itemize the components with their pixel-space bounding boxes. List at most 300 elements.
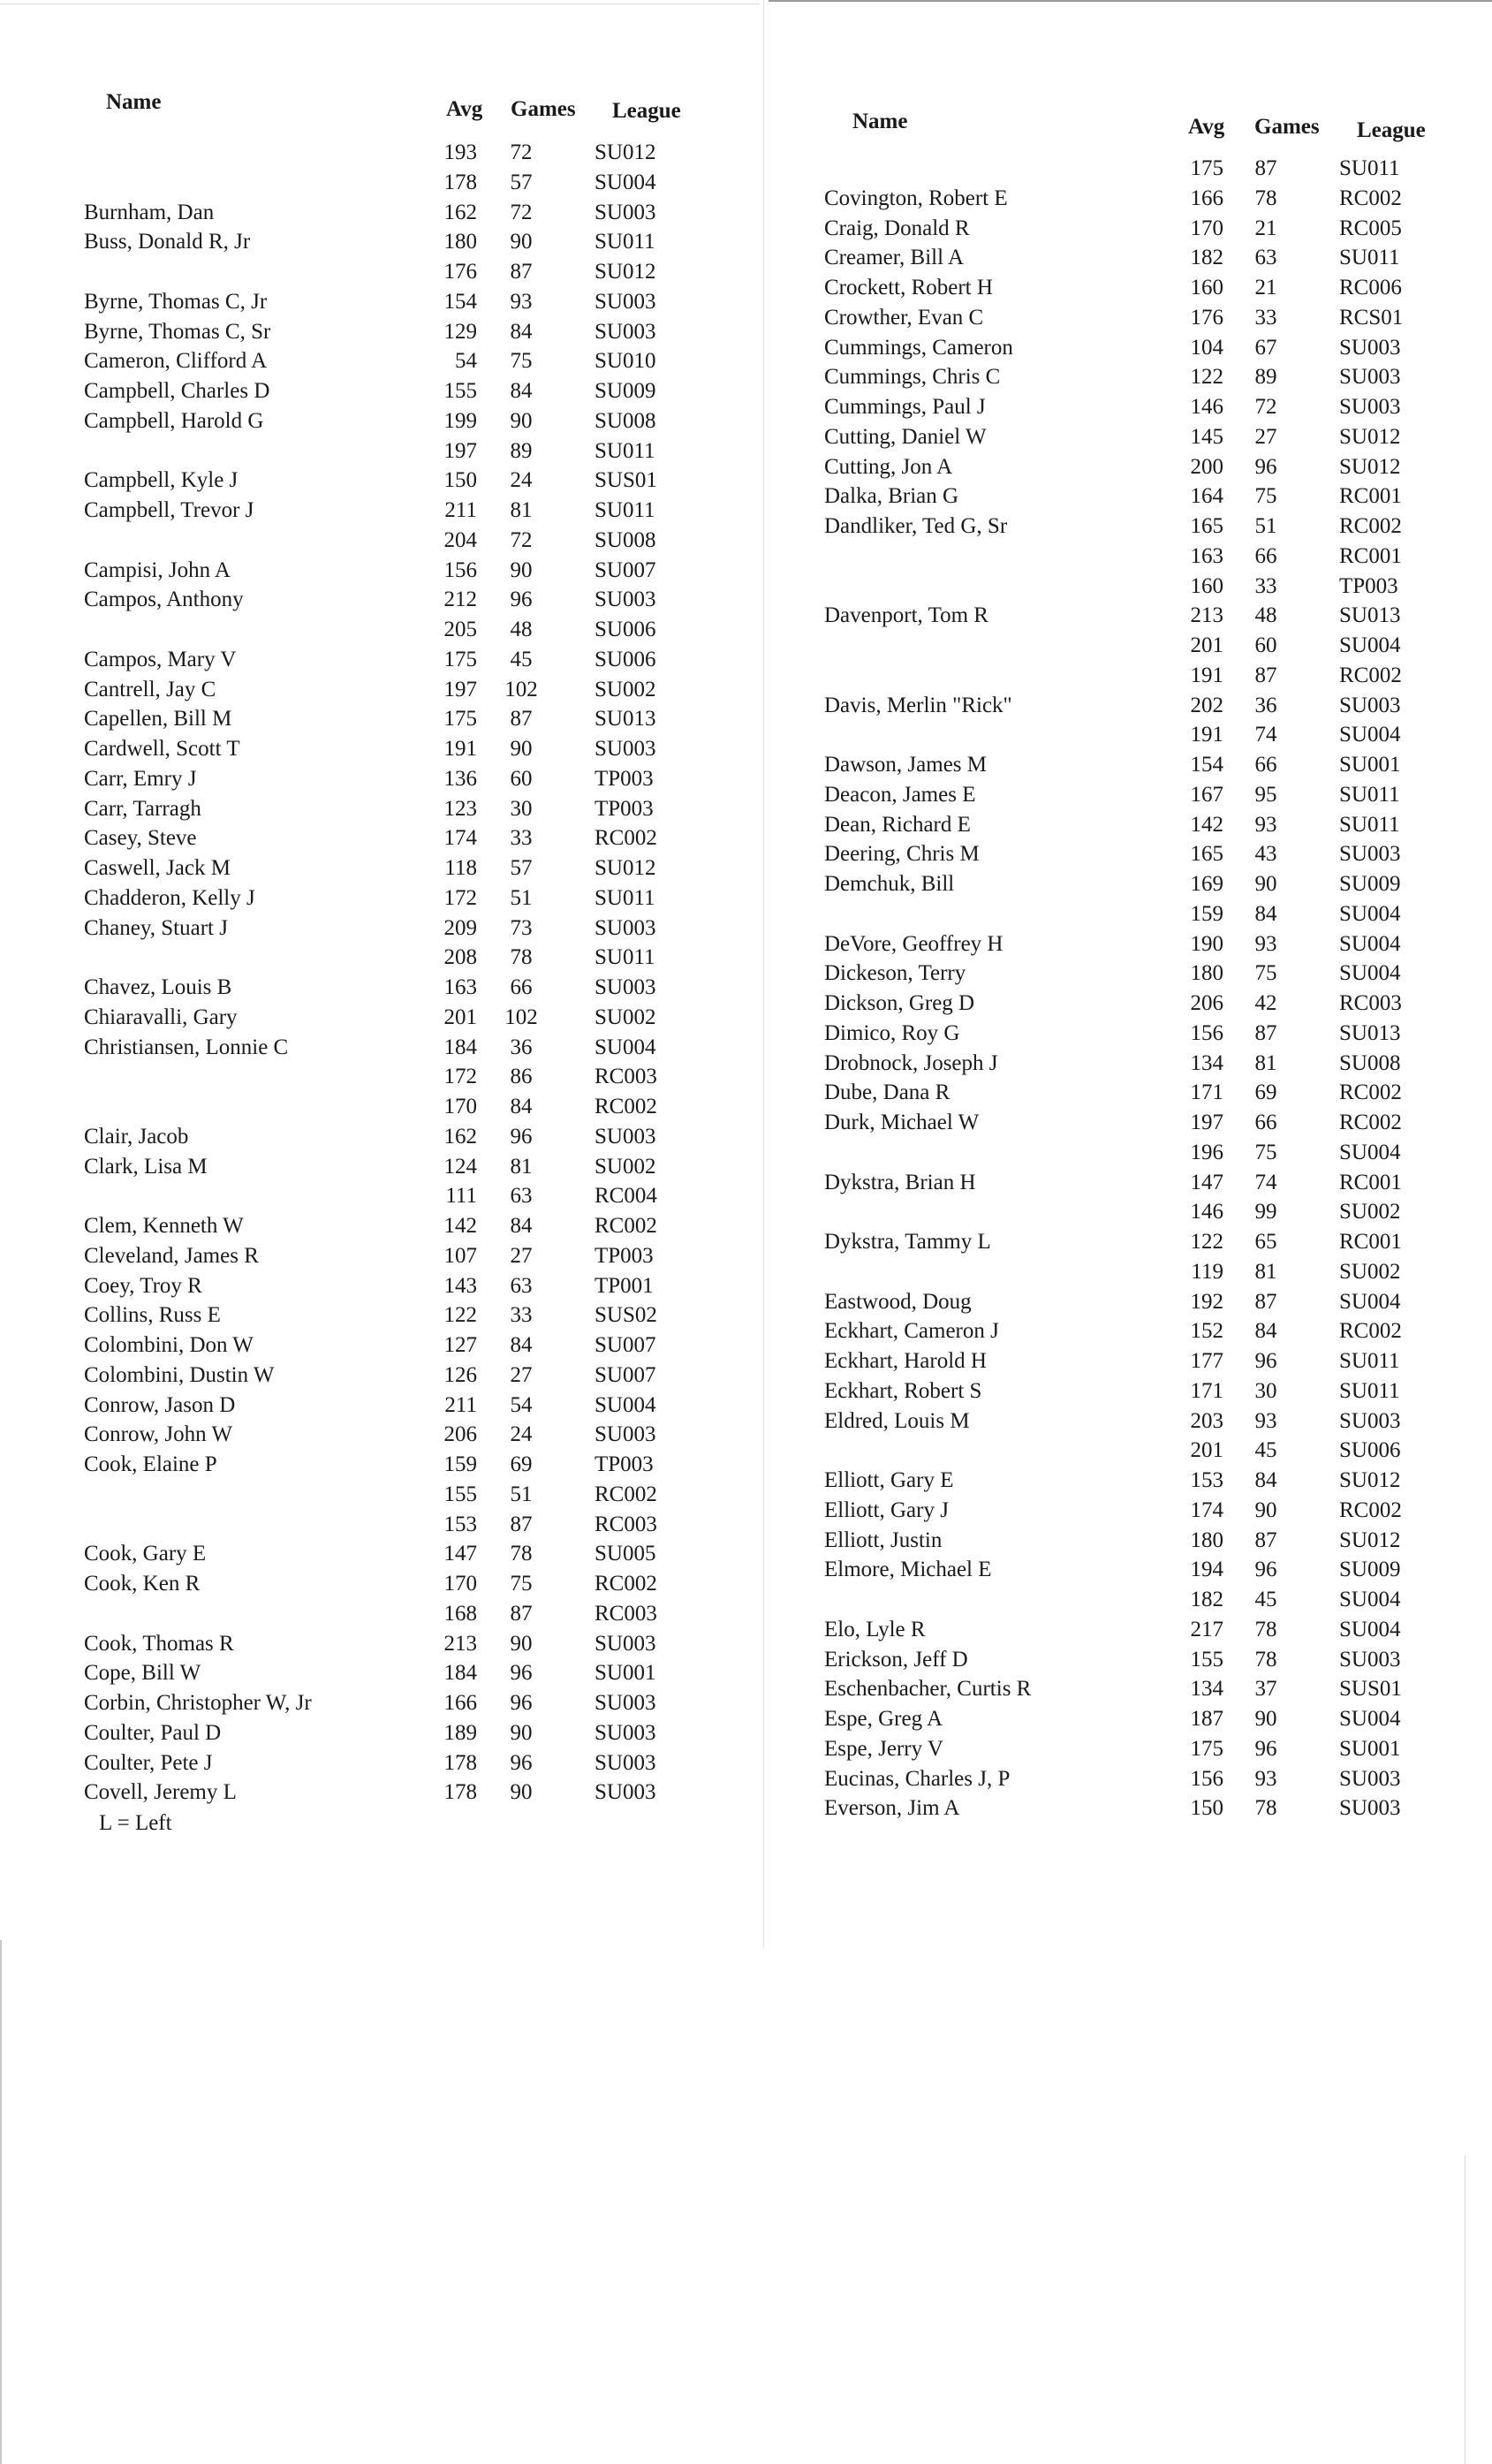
league-code: SU003 — [595, 319, 656, 344]
games-value: 51 — [510, 885, 533, 910]
games-value: 74 — [1254, 1170, 1277, 1194]
player-name: Clem, Kenneth W — [84, 1214, 244, 1238]
games-value: 99 — [1254, 1200, 1277, 1224]
games-value: 90 — [510, 230, 533, 254]
avg-value: 160 — [1190, 276, 1223, 299]
table-row — [824, 1496, 1443, 1526]
avg-value: 160 — [1190, 573, 1223, 598]
league-code: SU012 — [1339, 1528, 1401, 1552]
league-code: SU003 — [1339, 335, 1401, 360]
league-code: SU012 — [595, 140, 656, 164]
table-row — [824, 422, 1443, 452]
player-name: Colombini, Dustin W — [84, 1362, 275, 1387]
league-code: SU003 — [595, 1422, 656, 1447]
table-row — [84, 1361, 711, 1391]
avg-value: 111 — [445, 1184, 477, 1209]
table-row — [824, 1734, 1443, 1764]
player-name: Cook, Gary E — [84, 1542, 207, 1566]
games-value: 33 — [1254, 573, 1277, 598]
table-row — [824, 1227, 1443, 1257]
player-name: Dickeson, Terry — [824, 961, 966, 986]
league-code: SU012 — [1339, 424, 1401, 449]
player-name: Elliott, Gary E — [824, 1468, 954, 1492]
table-row — [84, 1122, 711, 1152]
table-row — [84, 645, 711, 675]
games-value: 75 — [1254, 484, 1277, 509]
league-code: SUS01 — [595, 468, 657, 493]
player-name: Dimico, Roy G — [824, 1020, 960, 1045]
league-code: SU004 — [595, 170, 656, 194]
league-code: RC003 — [595, 1065, 657, 1089]
games-value: 87 — [1254, 1289, 1277, 1314]
player-name: Carr, Tarragh — [84, 796, 201, 821]
player-name: Conrow, Jason D — [84, 1392, 236, 1417]
player-name: Christiansen, Lonnie C — [84, 1035, 289, 1059]
avg-value: 178 — [443, 1750, 477, 1775]
player-name: Creamer, Bill A — [824, 246, 964, 270]
header-league: League — [612, 99, 681, 123]
player-name: Cummings, Chris C — [824, 365, 1001, 390]
league-code: SU003 — [1339, 1408, 1401, 1433]
avg-value: 175 — [1190, 1736, 1223, 1761]
league-code: SU008 — [595, 527, 656, 552]
avg-value: 118 — [444, 856, 477, 880]
player-name: Clark, Lisa M — [84, 1154, 208, 1179]
player-name: Chadderon, Kelly J — [84, 885, 255, 910]
player-name: Conrow, John W — [84, 1422, 233, 1447]
league-code: RC001 — [1339, 1170, 1402, 1194]
league-code: SUS02 — [595, 1303, 657, 1328]
table-row — [824, 481, 1443, 512]
table-row — [824, 899, 1443, 929]
table-row — [84, 1688, 711, 1718]
league-code: SU009 — [1339, 872, 1401, 896]
player-name: Eastwood, Doug — [824, 1289, 972, 1314]
games-value: 30 — [510, 796, 533, 821]
league-code: SU011 — [1339, 246, 1400, 270]
games-value: 93 — [1254, 812, 1277, 837]
games-value: 36 — [1254, 693, 1277, 717]
table-row — [84, 227, 711, 257]
player-name: Campisi, John A — [84, 557, 231, 582]
player-name: Cardwell, Scott T — [84, 737, 240, 761]
player-name: Erickson, Jeff D — [824, 1647, 968, 1672]
games-value: 89 — [1254, 365, 1277, 390]
player-name: Durk, Michael W — [824, 1111, 980, 1134]
table-row — [824, 1078, 1443, 1108]
games-value: 63 — [510, 1273, 533, 1298]
games-value: 30 — [1254, 1378, 1277, 1403]
table-row — [84, 317, 711, 347]
games-value: 87 — [1254, 1020, 1277, 1045]
table-row — [824, 1108, 1443, 1138]
table-row — [824, 989, 1443, 1019]
avg-value: 170 — [443, 1095, 477, 1118]
avg-value: 156 — [1190, 1020, 1223, 1045]
games-value: 87 — [1254, 663, 1277, 687]
table-row — [824, 869, 1443, 899]
table-row — [824, 661, 1443, 691]
table-row — [824, 392, 1443, 422]
player-name: Byrne, Thomas C, Jr — [84, 289, 268, 314]
avg-value: 152 — [1190, 1319, 1223, 1344]
player-name: Dykstra, Brian H — [824, 1170, 976, 1194]
games-value: 84 — [1254, 1468, 1277, 1492]
table-row — [84, 883, 711, 914]
games-value: 33 — [510, 1303, 533, 1328]
games-value: 84 — [510, 1333, 533, 1357]
table-row — [84, 1033, 711, 1063]
league-code: SU005 — [595, 1542, 656, 1566]
league-code: SU004 — [595, 1035, 656, 1059]
league-code: SU004 — [1339, 633, 1401, 657]
table-row — [824, 1436, 1443, 1466]
player-name: Caswell, Jack M — [84, 856, 231, 880]
header-name: Name — [852, 110, 908, 133]
games-value: 66 — [510, 975, 533, 999]
player-name: Eckhart, Robert S — [824, 1378, 982, 1403]
avg-value: 189 — [443, 1720, 477, 1745]
avg-value: 203 — [1190, 1408, 1223, 1433]
player-name: Coulter, Pete J — [84, 1750, 213, 1775]
league-code: SU004 — [1339, 723, 1401, 747]
header-games: Games — [511, 97, 576, 121]
player-name: Cook, Elaine P — [84, 1452, 217, 1476]
games-value: 78 — [510, 1542, 533, 1566]
avg-value: 134 — [1190, 1050, 1223, 1075]
games-value: 72 — [510, 527, 533, 552]
table-row — [84, 1569, 711, 1599]
avg-value: 166 — [1190, 186, 1223, 210]
games-value: 87 — [510, 1601, 533, 1626]
table-row — [84, 1062, 711, 1092]
table-row — [824, 1555, 1443, 1585]
league-code: SU004 — [1339, 931, 1401, 956]
player-name: Everson, Jim A — [824, 1796, 960, 1821]
avg-value: 180 — [1190, 1528, 1223, 1552]
league-code: RCS01 — [1339, 305, 1404, 330]
league-code: SU002 — [595, 1154, 656, 1179]
avg-value: 193 — [443, 140, 477, 164]
player-name: Burnham, Dan — [84, 200, 215, 224]
league-code: SU002 — [595, 1005, 656, 1029]
avg-value: 107 — [443, 1243, 477, 1268]
league-code: SU003 — [595, 975, 656, 999]
games-value: 90 — [1254, 1497, 1277, 1522]
player-name: Cummings, Cameron — [824, 335, 1013, 360]
avg-value: 211 — [444, 498, 477, 522]
table-row — [84, 1152, 711, 1182]
table-row — [84, 1391, 711, 1421]
games-value: 96 — [510, 588, 533, 612]
avg-value: 199 — [443, 408, 477, 433]
player-name: Campbell, Kyle J — [84, 468, 239, 493]
avg-value: 177 — [1190, 1349, 1223, 1373]
league-code: SU012 — [595, 260, 656, 284]
table-row — [84, 734, 711, 764]
league-code: RC006 — [1339, 276, 1402, 299]
games-value: 81 — [1254, 1050, 1277, 1075]
avg-value: 184 — [443, 1035, 477, 1059]
league-code: SU004 — [1339, 901, 1401, 926]
games-value: 63 — [1254, 246, 1277, 270]
player-name: Cutting, Jon A — [824, 454, 953, 479]
league-code: SU004 — [1339, 1707, 1401, 1731]
avg-value: 212 — [443, 588, 477, 612]
league-code: SU008 — [1339, 1050, 1401, 1075]
table-row — [824, 691, 1443, 721]
player-name: Elliott, Justin — [824, 1528, 943, 1552]
league-code: TP001 — [595, 1273, 654, 1298]
avg-value: 143 — [443, 1273, 477, 1298]
games-value: 87 — [1254, 1528, 1277, 1552]
avg-value: 122 — [1190, 365, 1223, 390]
avg-value: 178 — [443, 170, 477, 194]
table-row — [824, 1406, 1443, 1437]
table-row — [824, 959, 1443, 989]
avg-value: 145 — [1190, 424, 1223, 449]
table-row — [824, 362, 1443, 392]
table-row — [824, 1138, 1443, 1168]
player-name: Carr, Emry J — [84, 766, 197, 791]
left-rows — [84, 138, 711, 1808]
table-row — [84, 287, 711, 317]
league-code: SU011 — [1339, 1378, 1400, 1403]
table-row — [824, 1316, 1443, 1346]
league-code: SU003 — [1339, 1796, 1401, 1821]
league-code: SU013 — [1339, 1020, 1401, 1045]
games-value: 96 — [1254, 454, 1277, 479]
table-row — [84, 1658, 711, 1688]
table-row — [824, 154, 1443, 184]
league-code: SU004 — [1339, 1588, 1401, 1611]
table-row — [824, 1287, 1443, 1317]
table-row — [84, 406, 711, 436]
table-row — [84, 1211, 711, 1241]
league-code: SU012 — [1339, 1468, 1401, 1492]
table-row — [824, 184, 1443, 214]
games-value: 90 — [510, 1631, 533, 1656]
avg-value: 201 — [1190, 1438, 1223, 1463]
avg-value: 196 — [1190, 1140, 1223, 1164]
games-value: 81 — [510, 1154, 533, 1179]
player-name: Davis, Merlin "Rick" — [824, 693, 1012, 717]
table-row — [824, 1526, 1443, 1556]
avg-value: 182 — [1190, 1588, 1223, 1611]
player-name: Campbell, Harold G — [84, 408, 264, 433]
table-row — [84, 704, 711, 734]
league-code: SU004 — [595, 1392, 656, 1417]
league-code: RC002 — [1339, 1319, 1402, 1344]
avg-value: 182 — [1190, 246, 1223, 270]
player-name: Chavez, Louis B — [84, 975, 232, 999]
games-value: 72 — [510, 200, 533, 224]
table-row — [824, 214, 1443, 244]
avg-value: 191 — [443, 737, 477, 761]
sheet-edge-left — [0, 1940, 2, 2464]
table-row — [84, 1510, 711, 1540]
games-value: 90 — [510, 557, 533, 582]
avg-value: 175 — [1190, 156, 1223, 180]
avg-value: 142 — [1190, 812, 1223, 837]
league-code: RC002 — [595, 1572, 657, 1596]
table-row — [84, 168, 711, 198]
avg-value: 197 — [1190, 1111, 1223, 1134]
table-row — [84, 764, 711, 794]
player-name: Dickson, Greg D — [824, 991, 975, 1015]
player-name: Capellen, Bill M — [84, 707, 232, 732]
games-value: 78 — [1254, 1796, 1277, 1821]
games-value: 96 — [510, 1661, 533, 1686]
right-header — [824, 104, 1443, 154]
league-code: SU012 — [595, 856, 656, 880]
player-name: Cope, Bill W — [84, 1661, 201, 1686]
games-value: 90 — [510, 1720, 533, 1745]
avg-value: 150 — [443, 468, 477, 493]
player-name: Cutting, Daniel W — [824, 424, 987, 449]
avg-value: 54 — [455, 349, 477, 374]
league-code: RC002 — [595, 826, 657, 851]
league-code: SU003 — [595, 588, 656, 612]
league-code: SU003 — [1339, 1766, 1401, 1791]
games-value: 65 — [1254, 1230, 1277, 1254]
games-value: 57 — [510, 856, 533, 880]
player-name: Dean, Richard E — [824, 812, 971, 837]
league-code: RC003 — [595, 1512, 657, 1536]
games-value: 45 — [510, 647, 533, 671]
player-name: Colombini, Don W — [84, 1333, 254, 1357]
avg-value: 168 — [443, 1601, 477, 1626]
avg-value: 153 — [1190, 1468, 1223, 1492]
games-value: 74 — [1254, 723, 1277, 747]
avg-value: 191 — [1190, 723, 1223, 747]
header-games: Games — [1254, 115, 1320, 139]
league-code: SU009 — [595, 379, 656, 403]
games-value: 90 — [510, 1780, 533, 1805]
games-value: 27 — [510, 1243, 533, 1268]
player-name: Cummings, Paul J — [824, 395, 986, 419]
avg-value: 201 — [1190, 633, 1223, 657]
table-row — [84, 943, 711, 973]
left-column — [84, 88, 711, 1808]
table-row — [824, 273, 1443, 303]
avg-value: 176 — [1190, 305, 1223, 330]
player-name: Drobnock, Joseph J — [824, 1050, 998, 1075]
table-row — [84, 1539, 711, 1569]
avg-value: 126 — [443, 1362, 477, 1387]
table-row — [824, 1257, 1443, 1287]
league-code: TP003 — [1339, 573, 1398, 598]
avg-value: 205 — [443, 618, 477, 641]
games-value: 78 — [1254, 1617, 1277, 1641]
avg-value: 156 — [443, 557, 477, 582]
games-value: 60 — [510, 766, 533, 791]
league-code: SU009 — [1339, 1558, 1401, 1582]
games-value: 75 — [510, 1572, 533, 1596]
table-row — [84, 1599, 711, 1629]
player-name: Collins, Russ E — [84, 1303, 221, 1328]
table-row — [84, 346, 711, 376]
games-value: 87 — [1254, 156, 1277, 180]
table-row — [824, 780, 1443, 810]
league-code: SU003 — [1339, 365, 1401, 390]
games-value: 96 — [1254, 1558, 1277, 1582]
league-code: SU011 — [595, 498, 655, 522]
league-code: RC005 — [1339, 216, 1402, 240]
avg-value: 178 — [443, 1780, 477, 1805]
league-code: TP003 — [595, 1243, 654, 1268]
table-row — [84, 1331, 711, 1361]
player-name: Cleveland, James R — [84, 1243, 259, 1268]
table-row — [84, 1718, 711, 1748]
avg-value: 175 — [443, 707, 477, 732]
league-code: RC001 — [1339, 484, 1402, 509]
avg-value: 150 — [1190, 1796, 1223, 1821]
table-row — [84, 585, 711, 615]
avg-value: 184 — [443, 1661, 477, 1686]
table-row — [824, 243, 1443, 273]
league-code: SU004 — [1339, 961, 1401, 986]
league-code: RC002 — [595, 1214, 657, 1238]
table-row — [824, 631, 1443, 661]
avg-value: 104 — [1190, 335, 1223, 360]
table-row — [84, 1778, 711, 1808]
player-name: DeVore, Geoffrey H — [824, 931, 1004, 956]
games-value: 102 — [504, 1005, 538, 1029]
table-row — [824, 1793, 1443, 1823]
league-code: SU002 — [1339, 1200, 1401, 1224]
avg-value: 204 — [443, 527, 477, 552]
league-code: SU003 — [595, 1780, 656, 1805]
avg-value: 174 — [1190, 1497, 1223, 1522]
avg-value: 200 — [1190, 454, 1223, 479]
player-name: Espe, Greg A — [824, 1707, 943, 1731]
games-value: 73 — [510, 915, 533, 940]
league-code: SU006 — [595, 618, 656, 641]
player-name: Davenport, Tom R — [824, 603, 988, 628]
avg-value: 142 — [443, 1214, 477, 1238]
league-code: RC001 — [1339, 1230, 1402, 1254]
league-code: SU003 — [595, 289, 656, 314]
table-row — [84, 1092, 711, 1122]
games-value: 96 — [510, 1124, 533, 1149]
league-code: RC002 — [595, 1095, 657, 1118]
avg-value: 201 — [443, 1005, 477, 1029]
player-name: Eckhart, Cameron J — [824, 1319, 999, 1344]
table-row — [84, 376, 711, 406]
league-code: RC002 — [1339, 514, 1402, 538]
table-row — [824, 1376, 1443, 1406]
games-value: 66 — [1254, 753, 1277, 777]
table-row — [84, 1450, 711, 1480]
league-code: SU003 — [595, 737, 656, 761]
player-name: Cameron, Clifford A — [84, 349, 268, 374]
games-value: 78 — [1254, 186, 1277, 210]
league-code: RC001 — [1339, 543, 1402, 568]
league-code: SU011 — [1339, 1349, 1400, 1373]
league-code: SU010 — [595, 349, 656, 374]
table-row — [84, 257, 711, 287]
games-value: 78 — [510, 945, 533, 970]
table-row — [84, 1181, 711, 1211]
player-name: Dykstra, Tammy L — [824, 1230, 991, 1254]
league-code: SU003 — [1339, 693, 1401, 717]
avg-value: 197 — [443, 677, 477, 701]
games-value: 21 — [1254, 216, 1277, 240]
player-name: Demchuk, Bill — [824, 872, 955, 896]
player-name: Coulter, Paul D — [84, 1720, 222, 1745]
league-code: SU013 — [1339, 603, 1401, 628]
